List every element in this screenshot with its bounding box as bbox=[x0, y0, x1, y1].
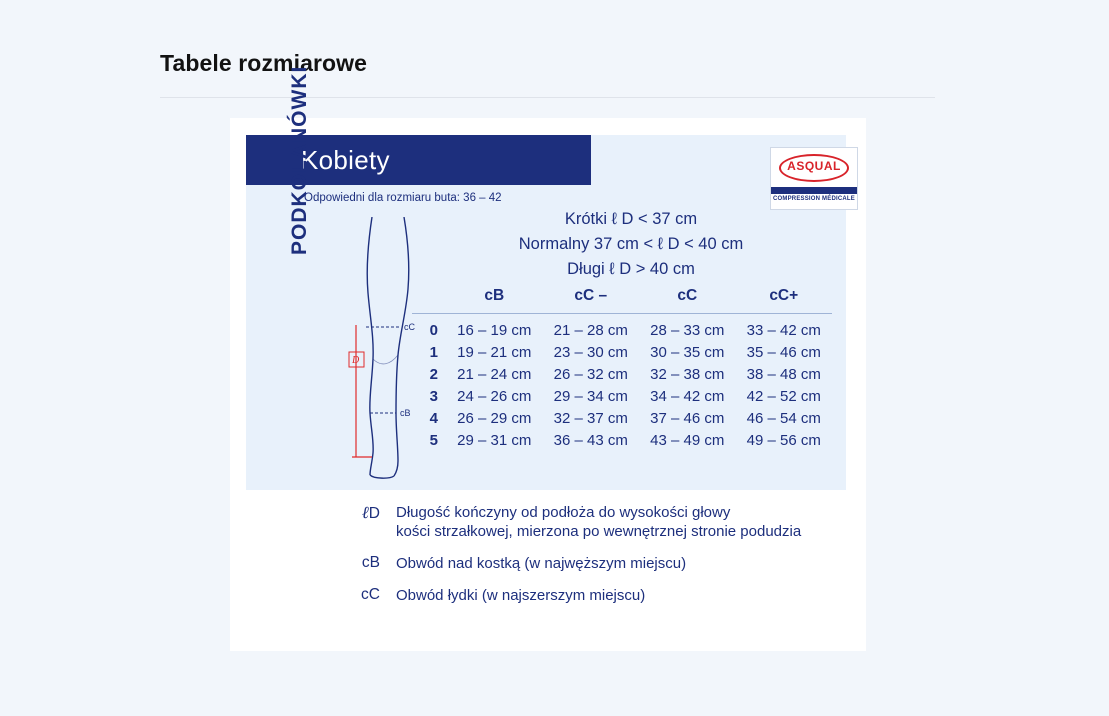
logo-stripe bbox=[771, 187, 857, 194]
title-divider bbox=[160, 97, 935, 98]
cell-cc: 43 – 49 cm bbox=[650, 432, 725, 449]
cell-cb: 29 – 31 cm bbox=[457, 432, 532, 449]
page-title: Tabele rozmiarowe bbox=[160, 50, 368, 76]
cell-cc-plus: 42 – 52 cm bbox=[746, 388, 821, 405]
table-row bbox=[412, 342, 832, 364]
asqual-logo bbox=[770, 147, 858, 210]
panel-title: Kobiety bbox=[301, 145, 390, 175]
logo-brand-text: ASQUAL bbox=[787, 159, 841, 173]
cell-cc: 28 – 33 cm bbox=[650, 322, 725, 339]
cell-index: 2 bbox=[429, 366, 438, 383]
col-head-cb: cB bbox=[484, 287, 505, 304]
size-table bbox=[412, 287, 832, 452]
legend-text-cb: Obwód nad kostką (w najwęższym miejscu) bbox=[396, 555, 687, 572]
length-definitions bbox=[416, 207, 846, 282]
legend-text-cc: Obwód łydki (w najszerszym miejscu) bbox=[396, 587, 646, 604]
col-head-index bbox=[412, 287, 446, 314]
length-long: Długi ℓ D > 40 cm bbox=[567, 260, 695, 278]
svg-text:D: D bbox=[352, 355, 360, 366]
cell-index: 1 bbox=[429, 344, 438, 361]
table-row bbox=[412, 408, 832, 430]
cell-index: 5 bbox=[429, 432, 438, 449]
legend-key-length bbox=[350, 503, 396, 523]
legend-item-length bbox=[350, 503, 850, 541]
table-row bbox=[412, 430, 832, 452]
cell-cc-minus: 21 – 28 cm bbox=[553, 322, 628, 339]
legend-text-length bbox=[396, 503, 801, 541]
legend-item-cc bbox=[350, 586, 850, 605]
cell-cc: 32 – 38 cm bbox=[650, 366, 725, 383]
table-row bbox=[412, 386, 832, 408]
ell-symbol: ℓ bbox=[361, 503, 369, 522]
cell-cc: 37 – 46 cm bbox=[650, 410, 725, 427]
cell-cb: 16 – 19 cm bbox=[457, 322, 532, 339]
svg-text:cC: cC bbox=[404, 322, 415, 332]
legend bbox=[350, 503, 850, 618]
cell-cc-plus: 49 – 56 cm bbox=[746, 432, 821, 449]
logo-top bbox=[771, 148, 857, 188]
table-header-row bbox=[412, 287, 832, 314]
cell-index: 4 bbox=[429, 410, 438, 427]
cell-cc-minus: 29 – 34 cm bbox=[553, 388, 628, 405]
cell-index: 3 bbox=[429, 388, 438, 405]
length-short: Krótki ℓ D < 37 cm bbox=[564, 210, 698, 228]
cell-cb: 24 – 26 cm bbox=[457, 388, 532, 405]
cell-cc-minus: 26 – 32 cm bbox=[553, 366, 628, 383]
logo-subtitle: COMPRESSION MÉDICALE bbox=[772, 196, 855, 202]
cell-cb: 26 – 29 cm bbox=[457, 410, 532, 427]
col-head-cc: cC bbox=[677, 287, 698, 304]
col-head-cc-plus: cC+ bbox=[769, 287, 799, 304]
cell-index: 0 bbox=[429, 322, 438, 339]
cell-cb: 19 – 21 cm bbox=[457, 344, 532, 361]
size-chart-panel bbox=[246, 65, 855, 490]
cell-cc: 34 – 42 cm bbox=[650, 388, 725, 405]
cell-cc-minus: 32 – 37 cm bbox=[553, 410, 628, 427]
cell-cb: 21 – 24 cm bbox=[457, 366, 532, 383]
col-head-cc-minus: cC – bbox=[574, 287, 608, 304]
length-normal: Normalny 37 cm < ℓ D < 40 cm bbox=[518, 235, 744, 253]
size-table-wrapper bbox=[412, 287, 832, 452]
cell-cc-plus: 35 – 46 cm bbox=[746, 344, 821, 361]
legend-item-cb bbox=[350, 554, 850, 573]
cell-cc-minus: 36 – 43 cm bbox=[553, 432, 628, 449]
table-row bbox=[412, 364, 832, 386]
legend-key-cb: cB bbox=[361, 554, 380, 571]
size-table-body bbox=[412, 314, 832, 453]
cell-cc-plus: 33 – 42 cm bbox=[746, 322, 821, 339]
product-type-label: PODKOLANÓWKI bbox=[288, 65, 311, 255]
size-chart-card bbox=[230, 65, 866, 651]
size-table-head bbox=[412, 287, 832, 314]
cell-cc-plus: 46 – 54 cm bbox=[746, 410, 821, 427]
shoe-size-note: Odpowiedni dla rozmiaru buta: 36 – 42 bbox=[304, 192, 502, 204]
legend-text-length-line1: Długość kończyny od podłoża do wysokości głowy bbox=[396, 504, 731, 521]
table-row bbox=[412, 314, 832, 343]
legend-key-cc: cC bbox=[361, 586, 380, 603]
cell-cc-minus: 23 – 30 cm bbox=[553, 344, 628, 361]
legend-key-length-rest: D bbox=[368, 505, 380, 522]
legend-text-length-line2: kości strzałkowej, mierzona po wewnętrznej stronie podudzia bbox=[396, 523, 802, 540]
svg-text:cB: cB bbox=[400, 408, 411, 418]
cell-cc: 30 – 35 cm bbox=[650, 344, 725, 361]
cell-cc-plus: 38 – 48 cm bbox=[746, 366, 821, 383]
